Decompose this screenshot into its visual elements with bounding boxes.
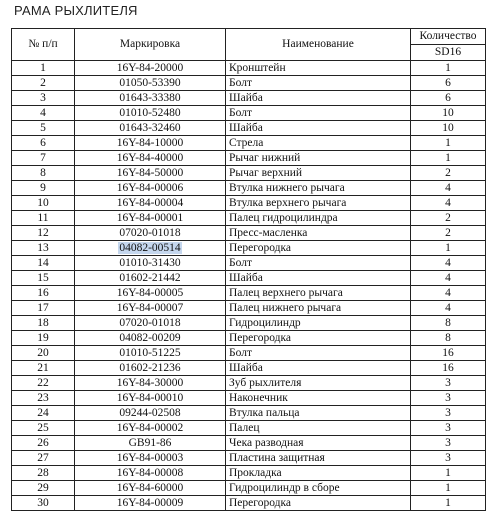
name-cell: Шайба: [226, 121, 411, 136]
marking-text[interactable]: 16Y-84-00004: [116, 197, 184, 209]
table-row: [12, 436, 486, 451]
row-number-cell: 3: [12, 91, 75, 106]
name-cell: Перегородка: [226, 331, 411, 346]
quantity-cell: 1: [411, 481, 486, 496]
table-row: [12, 121, 486, 136]
row-number-cell: 17: [12, 301, 75, 316]
row-number-cell: 1: [12, 61, 75, 76]
marking-text[interactable]: 16Y-84-60000: [116, 482, 184, 494]
name-cell: Болт: [226, 256, 411, 271]
marking-cell: [75, 391, 226, 406]
header-number: № п/п: [12, 29, 75, 61]
row-number-cell: 4: [12, 106, 75, 121]
name-cell: Пресс-масленка: [226, 226, 411, 241]
marking-text[interactable]: 16Y-84-00010: [116, 392, 184, 404]
quantity-cell: 4: [411, 286, 486, 301]
marking-cell: [75, 166, 226, 181]
name-cell: Втулка пальца: [226, 406, 411, 421]
selected-marking-text[interactable]: 04082-00514: [119, 242, 181, 254]
table-row: [12, 136, 486, 151]
marking-cell: [75, 361, 226, 376]
quantity-cell: 8: [411, 316, 486, 331]
marking-text[interactable]: 01643-33380: [119, 92, 181, 104]
marking-text[interactable]: 01602-21236: [119, 362, 181, 374]
quantity-cell: 1: [411, 241, 486, 256]
marking-text[interactable]: 01050-53390: [119, 77, 181, 89]
marking-cell: [75, 181, 226, 196]
marking-text[interactable]: 16Y-84-00006: [116, 182, 184, 194]
marking-cell: [75, 226, 226, 241]
quantity-cell: 4: [411, 256, 486, 271]
marking-cell: [75, 316, 226, 331]
table-row: [12, 301, 486, 316]
table-row: [12, 376, 486, 391]
row-number-cell: 9: [12, 181, 75, 196]
marking-cell: [75, 331, 226, 346]
table-row: [12, 226, 486, 241]
table-row: [12, 496, 486, 511]
marking-cell: [75, 91, 226, 106]
marking-text[interactable]: 16Y-84-40000: [116, 152, 184, 164]
name-cell: Рычаг нижний: [226, 151, 411, 166]
name-cell: Втулка верхнего рычага: [226, 196, 411, 211]
marking-cell: [75, 61, 226, 76]
row-number-cell: 23: [12, 391, 75, 406]
marking-text[interactable]: 07020-01018: [119, 317, 181, 329]
row-number-cell: 11: [12, 211, 75, 226]
marking-text[interactable]: 01010-51225: [119, 347, 181, 359]
table-row: [12, 166, 486, 181]
name-cell: Болт: [226, 106, 411, 121]
marking-text[interactable]: 09244-02508: [119, 407, 181, 419]
quantity-cell: 10: [411, 121, 486, 136]
name-cell: Рычаг верхний: [226, 166, 411, 181]
quantity-cell: 3: [411, 436, 486, 451]
name-cell: Палец: [226, 421, 411, 436]
name-cell: Перегородка: [226, 496, 411, 511]
table-row: [12, 316, 486, 331]
name-cell: Стрела: [226, 136, 411, 151]
row-number-cell: 30: [12, 496, 75, 511]
marking-cell: [75, 136, 226, 151]
quantity-cell: 16: [411, 361, 486, 376]
marking-cell: [75, 211, 226, 226]
marking-text[interactable]: 16Y-84-00002: [116, 422, 184, 434]
marking-text[interactable]: GB91-86: [128, 437, 172, 449]
quantity-cell: 1: [411, 61, 486, 76]
row-number-cell: 16: [12, 286, 75, 301]
quantity-cell: 4: [411, 301, 486, 316]
quantity-cell: 4: [411, 196, 486, 211]
header-marking: Маркировка: [75, 29, 226, 61]
quantity-cell: 2: [411, 211, 486, 226]
table-row: [12, 406, 486, 421]
row-number-cell: 14: [12, 256, 75, 271]
table-row: [12, 421, 486, 436]
marking-text[interactable]: 16Y-84-00003: [116, 452, 184, 464]
name-cell: Втулка нижнего рычага: [226, 181, 411, 196]
marking-cell: [75, 196, 226, 211]
quantity-cell: 4: [411, 271, 486, 286]
marking-cell: [75, 106, 226, 121]
table-row: [12, 211, 486, 226]
name-cell: Наконечник: [226, 391, 411, 406]
quantity-cell: 1: [411, 466, 486, 481]
marking-cell: [75, 421, 226, 436]
marking-text[interactable]: 16Y-84-00001: [116, 212, 184, 224]
name-cell: Шайба: [226, 271, 411, 286]
marking-cell: [75, 451, 226, 466]
name-cell: Кронштейн: [226, 61, 411, 76]
marking-text[interactable]: 01602-21442: [119, 272, 181, 284]
marking-text[interactable]: 01643-32460: [119, 122, 181, 134]
marking-text[interactable]: 01010-31430: [119, 257, 181, 269]
quantity-cell: 16: [411, 346, 486, 361]
table-header-row: [12, 29, 486, 45]
row-number-cell: 5: [12, 121, 75, 136]
row-number-cell: 2: [12, 76, 75, 91]
document-title: РАМА РЫХЛИТЕЛЯ: [14, 3, 138, 18]
name-cell: Палец верхнего рычага: [226, 286, 411, 301]
table-row: [12, 151, 486, 166]
table-row: [12, 91, 486, 106]
quantity-cell: 3: [411, 451, 486, 466]
marking-text[interactable]: 16Y-84-20000: [116, 62, 184, 74]
row-number-cell: 22: [12, 376, 75, 391]
table-row: [12, 466, 486, 481]
row-number-cell: 19: [12, 331, 75, 346]
name-cell: Шайба: [226, 361, 411, 376]
marking-cell: [75, 496, 226, 511]
marking-text[interactable]: 16Y-84-00009: [116, 497, 184, 509]
table-row: [12, 346, 486, 361]
row-number-cell: 8: [12, 166, 75, 181]
row-number-cell: 13: [12, 241, 75, 256]
quantity-cell: 2: [411, 226, 486, 241]
row-number-cell: 7: [12, 151, 75, 166]
marking-text[interactable]: 07020-01018: [119, 227, 181, 239]
table-row: [12, 271, 486, 286]
quantity-cell: 3: [411, 391, 486, 406]
name-cell: Болт: [226, 346, 411, 361]
table-row: [12, 256, 486, 271]
table-row: [12, 241, 486, 256]
marking-text[interactable]: 01010-52480: [119, 107, 181, 119]
header-quantity: Количество: [411, 29, 486, 45]
marking-cell: [75, 346, 226, 361]
table-row: [12, 196, 486, 211]
name-cell: Пластина защитная: [226, 451, 411, 466]
name-cell: Болт: [226, 76, 411, 91]
marking-cell: [75, 376, 226, 391]
table-row: [12, 106, 486, 121]
table-row: [12, 181, 486, 196]
table-row: [12, 451, 486, 466]
row-number-cell: 10: [12, 196, 75, 211]
header-quantity-model: SD16: [411, 45, 486, 61]
name-cell: Гидроцилиндр в сборе: [226, 481, 411, 496]
marking-cell: [75, 436, 226, 451]
quantity-cell: 10: [411, 106, 486, 121]
header-name: Наименование: [226, 29, 411, 61]
marking-text[interactable]: 16Y-84-00008: [116, 467, 184, 479]
row-number-cell: 15: [12, 271, 75, 286]
marking-text[interactable]: 16Y-84-30000: [116, 377, 184, 389]
table-row: [12, 331, 486, 346]
marking-cell: [75, 76, 226, 91]
table-row: [12, 391, 486, 406]
name-cell: Зуб рыхлителя: [226, 376, 411, 391]
quantity-cell: 6: [411, 91, 486, 106]
table-row: [12, 361, 486, 376]
marking-text[interactable]: 16Y-84-10000: [116, 137, 184, 149]
name-cell: Прокладка: [226, 466, 411, 481]
marking-cell: [75, 151, 226, 166]
marking-cell: [75, 271, 226, 286]
marking-cell: [75, 286, 226, 301]
table-row: [12, 76, 486, 91]
marking-text[interactable]: 16Y-84-00005: [116, 287, 184, 299]
name-cell: Шайба: [226, 91, 411, 106]
table-row: [12, 61, 486, 76]
marking-cell: [75, 301, 226, 316]
quantity-cell: 3: [411, 406, 486, 421]
name-cell: Палец нижнего рычага: [226, 301, 411, 316]
quantity-cell: 3: [411, 376, 486, 391]
marking-cell: [75, 406, 226, 421]
name-cell: Перегородка: [226, 241, 411, 256]
marking-text[interactable]: 16Y-84-50000: [116, 167, 184, 179]
quantity-cell: 1: [411, 496, 486, 511]
quantity-cell: 8: [411, 331, 486, 346]
quantity-cell: 1: [411, 136, 486, 151]
name-cell: Палец гидроцилиндра: [226, 211, 411, 226]
row-number-cell: 21: [12, 361, 75, 376]
quantity-cell: 4: [411, 181, 486, 196]
marking-cell: [75, 466, 226, 481]
marking-cell: [75, 241, 226, 256]
parts-table: [11, 28, 486, 511]
row-number-cell: 6: [12, 136, 75, 151]
name-cell: Гидроцилиндр: [226, 316, 411, 331]
row-number-cell: 28: [12, 466, 75, 481]
row-number-cell: 29: [12, 481, 75, 496]
table-row: [12, 286, 486, 301]
name-cell: Чека разводная: [226, 436, 411, 451]
marking-text[interactable]: 04082-00209: [119, 332, 181, 344]
marking-cell: [75, 481, 226, 496]
row-number-cell: 24: [12, 406, 75, 421]
marking-cell: [75, 121, 226, 136]
quantity-cell: 6: [411, 76, 486, 91]
table-body: [12, 61, 486, 511]
row-number-cell: 26: [12, 436, 75, 451]
row-number-cell: 25: [12, 421, 75, 436]
quantity-cell: 3: [411, 421, 486, 436]
marking-text[interactable]: 16Y-84-00007: [116, 302, 184, 314]
marking-cell: [75, 256, 226, 271]
quantity-cell: 1: [411, 151, 486, 166]
row-number-cell: 27: [12, 451, 75, 466]
row-number-cell: 18: [12, 316, 75, 331]
quantity-cell: 2: [411, 166, 486, 181]
table-row: [12, 481, 486, 496]
row-number-cell: 12: [12, 226, 75, 241]
row-number-cell: 20: [12, 346, 75, 361]
